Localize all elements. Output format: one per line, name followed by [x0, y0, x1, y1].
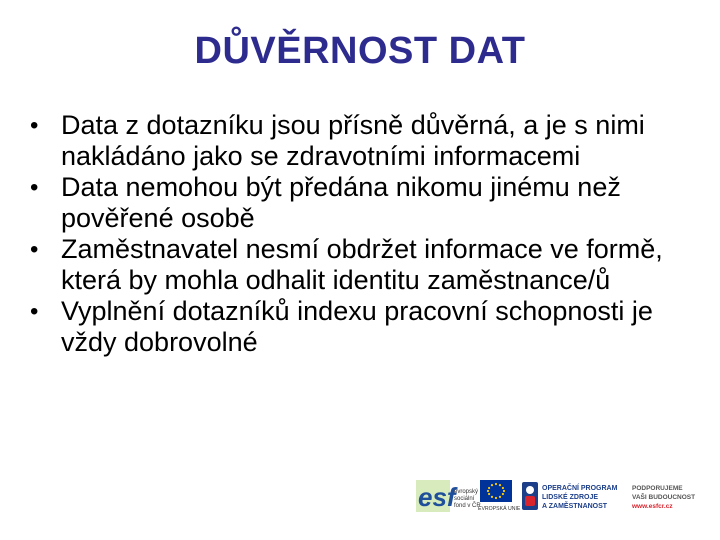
slogan-logo: [631, 485, 695, 510]
bullet-item: • Data nemohou být předána nikomu jinému než pověřené osobě: [28, 172, 698, 234]
bullet-item: • Data z dotazníku jsou přísně důvěrná, a je s nimi nakládáno jako se zdravotními informacemi: [28, 110, 698, 172]
esf-logo: [416, 480, 481, 512]
esf-caption-line: fond v ČR: [454, 503, 481, 509]
slogan-line: VAŠI BUDOUCNOST: [632, 494, 696, 501]
op-logo: [522, 482, 618, 510]
slogan-line: PODPORUJEME: [632, 485, 683, 492]
esf-caption-line: evropský: [454, 489, 479, 495]
eu-flag-logo: [478, 480, 521, 512]
bullet-list: [28, 110, 698, 358]
eu-caption: EVROPSKÁ UNIE: [478, 506, 521, 512]
esf-lettering: esf: [418, 482, 456, 512]
op-line: LIDSKÉ ZDROJE: [542, 494, 599, 501]
op-line: OPERAČNÍ PROGRAM: [542, 485, 618, 492]
slogan-url: www.esfcr.cz: [632, 503, 673, 510]
footer-logos: [416, 476, 712, 516]
bullet-item: • Zaměstnavatel nesmí obdržet informace ve formě, která by mohla odhalit identitu zaměstnance/ů: [28, 234, 698, 296]
op-line: A ZAMĚSTNANOST: [542, 503, 608, 510]
esf-caption-line: sociální: [454, 496, 475, 502]
bullet-item: • Vyplnění dotazníků indexu pracovní schopnosti je vždy dobrovolné: [28, 296, 698, 358]
slide-title: DŮVĚRNOST DAT: [194, 30, 526, 72]
